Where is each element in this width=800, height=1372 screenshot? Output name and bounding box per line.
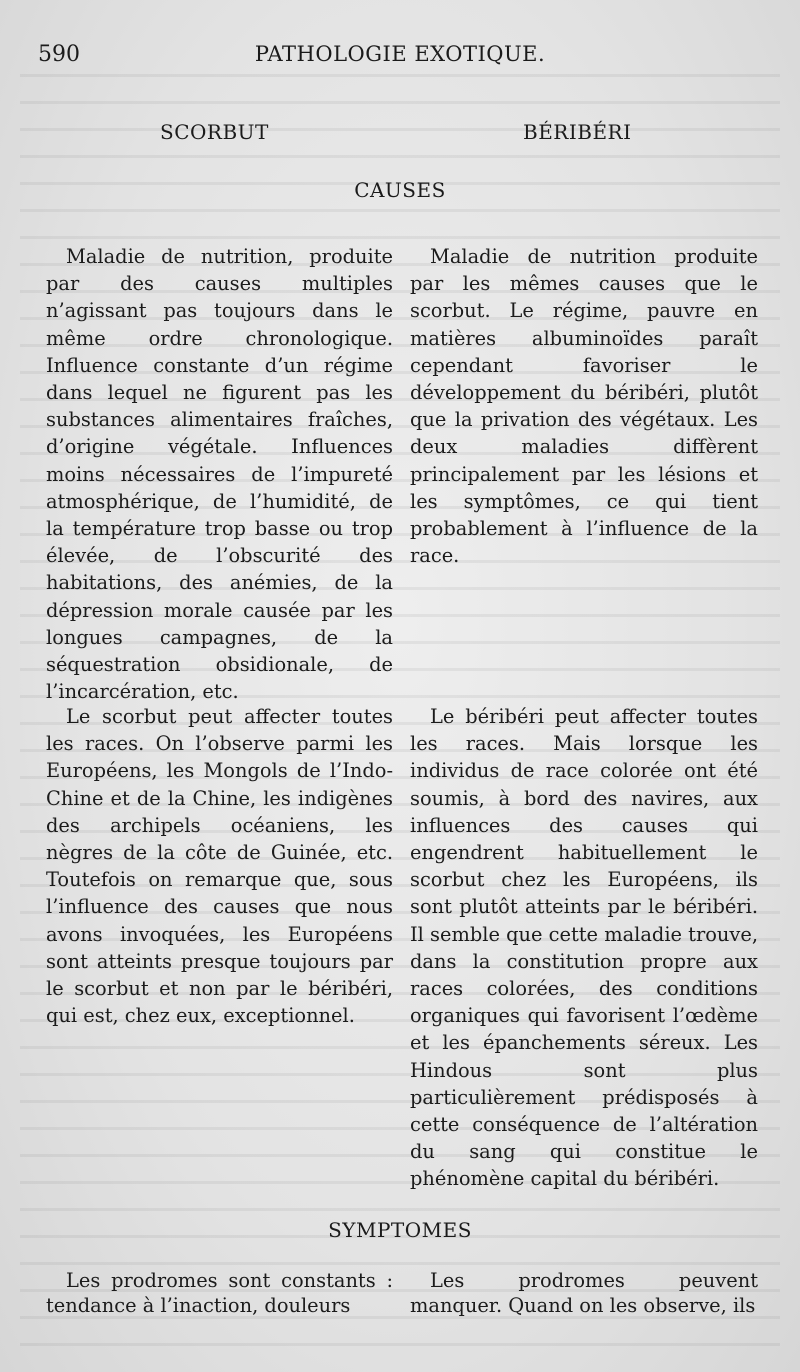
causes-scorbut-paragraph-1 (46, 243, 393, 705)
paragraph-text: Les prodromes sont constants : tendance à l’inaction, douleurs (46, 1269, 393, 1317)
section-heading-symptomes: SYMPTOMES (328, 1218, 472, 1242)
paragraph-text: Le scorbut peut affecter toutes les races. On l’observe parmi les Européens, les Mongols de l’Indo-Chine et de la Chine, les indigènes des archipels océaniens, les nègres de la côte de Guinée, etc. Toutefois on remarque que, sous l’influence des causes que nous avons invoquées, les Européens sont atteints presque toujours par le scorbut et non par le béribéri, qui est, chez eux, exceptionnel. (46, 705, 393, 1028)
running-head: PATHOLOGIE EXOTIQUE. (254, 42, 546, 66)
paragraph-text: Les prodromes peuvent manquer. Quand on les observe, ils (410, 1269, 758, 1317)
causes-scorbut-paragraph-2 (46, 703, 393, 1029)
paragraph-text: Maladie de nutrition produite par les mêmes causes que le scorbut. Le régime, pauvre en matières albuminoïdes paraît cependant favoriser le développement du béribéri, plutôt que la privation des végétaux. Les deux maladies diffèrent principalement par les lésions et les symptômes, ce qui tient probablement à l’influence de la race. (410, 245, 758, 568)
symptomes-beriberi-paragraph (410, 1268, 758, 1318)
causes-beriberi-paragraph-1 (410, 243, 758, 569)
page-number: 590 (38, 42, 80, 67)
causes-beriberi-paragraph-2 (410, 703, 758, 1193)
section-heading-causes: CAUSES (354, 178, 446, 202)
paragraph-text: Maladie de nutrition, produite par des causes multiples n’agissant pas toujours dans le même ordre chronologique. Influence constante d’un régime dans lequel ne figurent pas les substances alimentaires fraîches, d’origine végétale. Influences moins nécessaires de l’impureté atmosphérique, de l’humidité, de la température trop basse ou trop élevée, de l’obscurité des habitations, des anémies, de la dépression morale causée par les longues campagnes, de la séquestration obsidionale, de l’incarcération, etc. (46, 245, 393, 704)
symptomes-scorbut-paragraph (46, 1268, 393, 1318)
paragraph-text: Le béribéri peut affecter toutes les races. Mais lorsque les individus de race colorée ont été soumis, à bord des navires, aux influences des causes qui engendrent habituellement le scorbut chez les Européens, ils sont plutôt atteints par le béribéri. Il semble que cette maladie trouve, dans la constitution propre aux races colorées, des conditions organiques qui favorisent l’œdème et les épanchements séreux. Les Hindous sont plus particulièrement prédisposés à cette conséquence de l’altération du sang qui constitue le phénomène capital du béribéri. (410, 705, 758, 1191)
column-heading-scorbut: SCORBUT (160, 120, 269, 144)
column-heading-beriberi: BÉRIBÉRI (523, 120, 632, 144)
